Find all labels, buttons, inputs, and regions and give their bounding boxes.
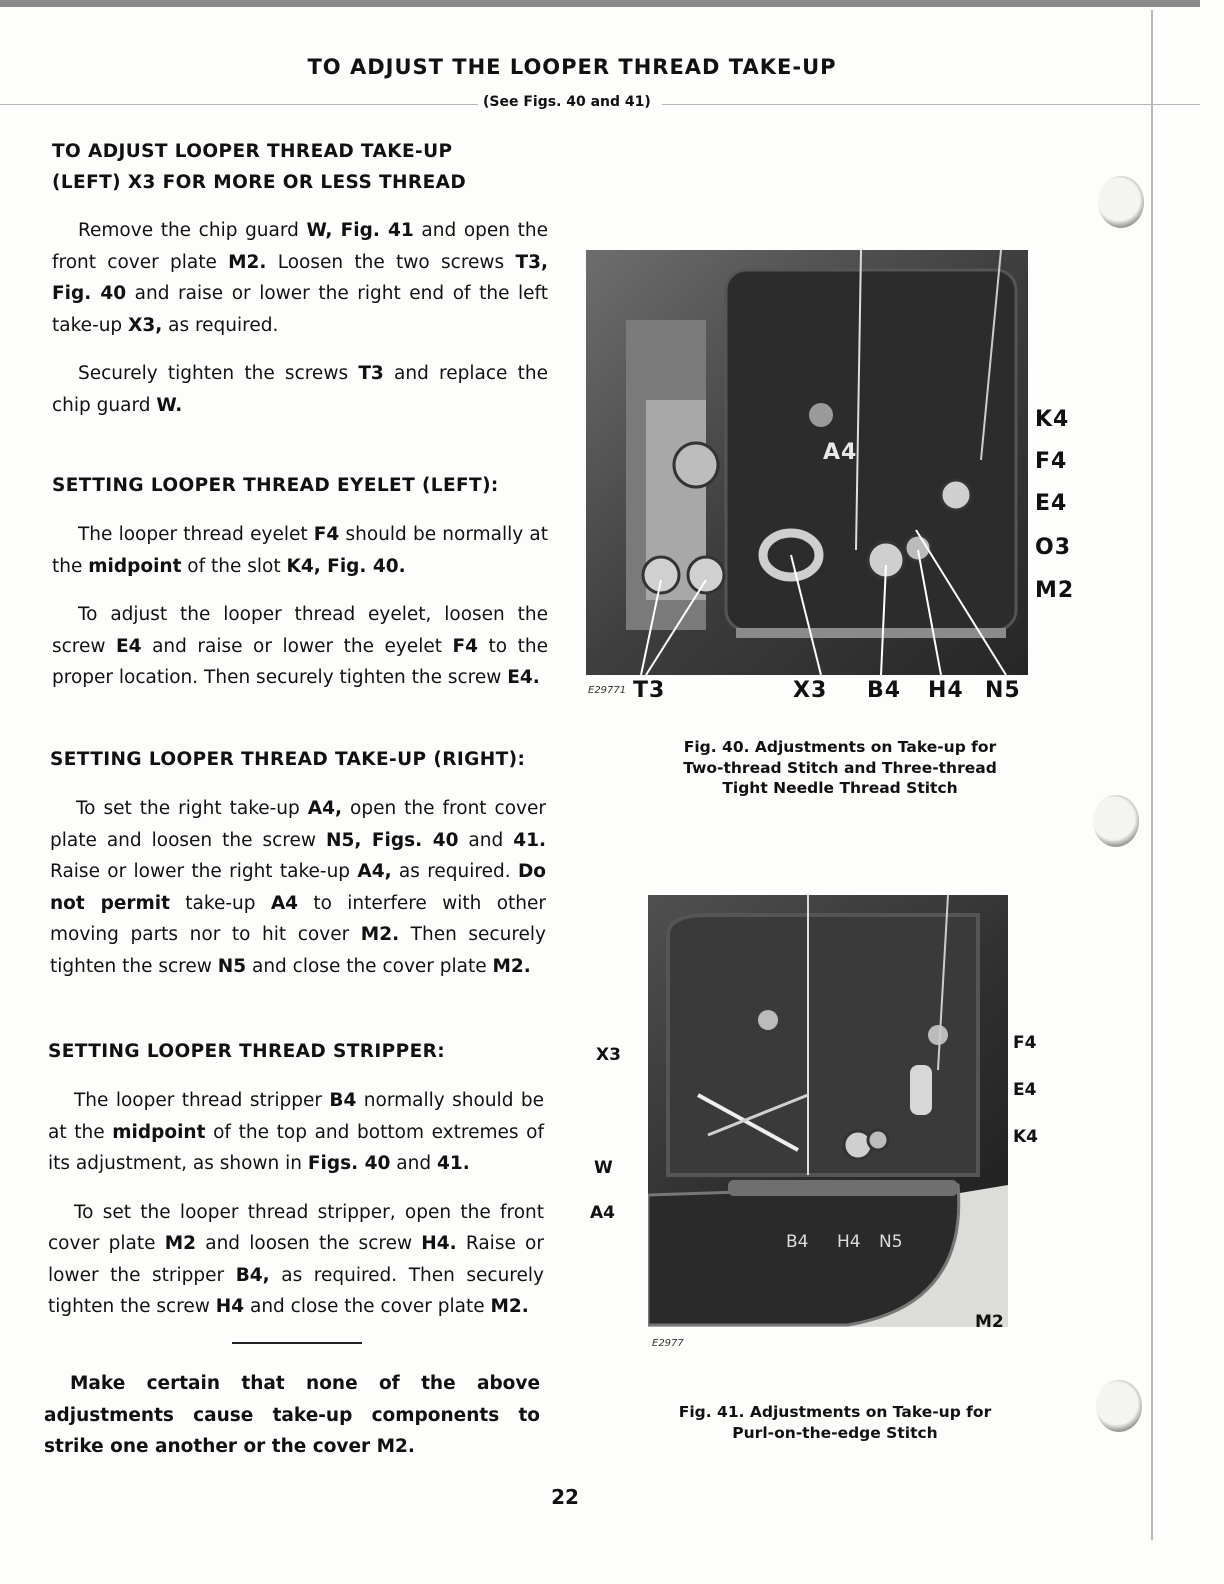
label-B4: B4 — [867, 678, 902, 703]
final-note: Make certain that none of the above adjustments cause take-up components to strike one another or the cover M2. — [44, 1373, 540, 1457]
label-E4: E4 — [1013, 1080, 1037, 1100]
figure-40-illustration — [586, 250, 1028, 675]
binder-hole — [1098, 176, 1144, 228]
section-left-takeup-body — [52, 215, 548, 421]
section-heading: SETTING LOOPER THREAD EYELET (LEFT): — [52, 475, 499, 496]
label-A4: A4 — [590, 1203, 615, 1223]
label-O3: O3 — [1035, 535, 1072, 560]
divider — [232, 1342, 362, 1344]
page-edge-line — [1151, 10, 1153, 1540]
label-T3: T3 — [633, 678, 666, 703]
page-title: TO ADJUST THE LOOPER THREAD TAKE-UP — [307, 55, 837, 79]
figure-code: E29771 — [588, 685, 627, 696]
section-left-takeup — [52, 136, 554, 198]
top-edge — [0, 0, 1200, 7]
label-B4: B4 — [786, 1232, 809, 1252]
label-N5: N5 — [879, 1232, 903, 1252]
paragraph: Securely tighten the screws T3 and replace the chip guard W. — [52, 363, 548, 416]
paragraph: To set the right take-up A4, open the front cover plate and loosen the screw N5, Figs. 40 and 41. Raise or lower the right take-up A4, as required. Do not permit take-up A4 to interfere with other moving parts nor to hit cover M2. Then securely tighten the screw N5 and close the cover plate M2. — [50, 798, 547, 977]
paragraph: Remove the chip guard W, Fig. 41 and open the front cover plate M2. Loosen the two screws T3, Fig. 40 and raise or lower the right end of the left take-up X3, as required. — [52, 220, 548, 336]
figure-41-caption: Fig. 41. Adjustments on Take-up for Purl-on-the-edge Stitch — [678, 1403, 992, 1442]
divider — [0, 104, 478, 105]
figure-41-photo — [648, 895, 1008, 1327]
label-F4: F4 — [1035, 449, 1068, 474]
label-W: W — [594, 1158, 613, 1178]
label-M2: M2 — [975, 1312, 1004, 1332]
label-X3: X3 — [596, 1045, 621, 1065]
section-heading: SETTING LOOPER THREAD STRIPPER: — [48, 1041, 446, 1062]
paragraph: To set the looper thread stripper, open the front cover plate M2 and loosen the screw H4. Raise or lower the stripper B4, as required. Then securely tighten the screw H4 and close the cover plate M2. — [48, 1201, 544, 1317]
section-heading: SETTING LOOPER THREAD TAKE-UP (RIGHT): — [50, 749, 526, 770]
figure-40-caption: Fig. 40. Adjustments on Take-up for Two-thread Stitch and Three-thread Tight Needle Thread Stitch — [683, 738, 997, 797]
subtitle-row — [0, 94, 1200, 114]
paragraph: To adjust the looper thread eyelet, loosen the screw E4 and raise or lower the eyelet F4 to the proper location. Then securely tighten the screw E4. — [52, 604, 548, 688]
label-A4: A4 — [823, 440, 858, 465]
page-subtitle: (See Figs. 40 and 41) — [483, 94, 651, 110]
label-N5: N5 — [985, 678, 1021, 703]
page-number: 22 — [551, 1485, 579, 1509]
section-right-takeup — [50, 744, 546, 982]
label-F4: F4 — [1013, 1033, 1037, 1053]
label-H4: H4 — [928, 678, 964, 703]
binder-hole — [1093, 795, 1139, 847]
divider — [662, 104, 1200, 105]
label-H4: H4 — [837, 1232, 861, 1252]
paragraph: The looper thread stripper B4 normally should be at the midpoint of the top and bottom extremes of its adjustment, as shown in Figs. 40 and 41. — [48, 1090, 544, 1174]
label-K4: K4 — [1035, 407, 1070, 432]
paragraph: The looper thread eyelet F4 should be normally at the midpoint of the slot K4, Fig. 40. — [52, 524, 548, 577]
label-E4: E4 — [1035, 491, 1068, 516]
figure-code: E2977 — [652, 1338, 684, 1349]
label-X3: X3 — [793, 678, 828, 703]
label-K4: K4 — [1013, 1127, 1039, 1147]
section-heading: TO ADJUST LOOPER THREAD TAKE-UP (LEFT) X3 FOR MORE OR LESS THREAD — [52, 141, 467, 193]
figure-40-photo — [586, 250, 1028, 675]
section-eyelet — [52, 470, 548, 694]
figure-41-illustration — [648, 895, 1008, 1327]
label-M2: M2 — [1035, 578, 1075, 603]
section-stripper — [48, 1036, 544, 1323]
binder-hole — [1096, 1380, 1142, 1432]
